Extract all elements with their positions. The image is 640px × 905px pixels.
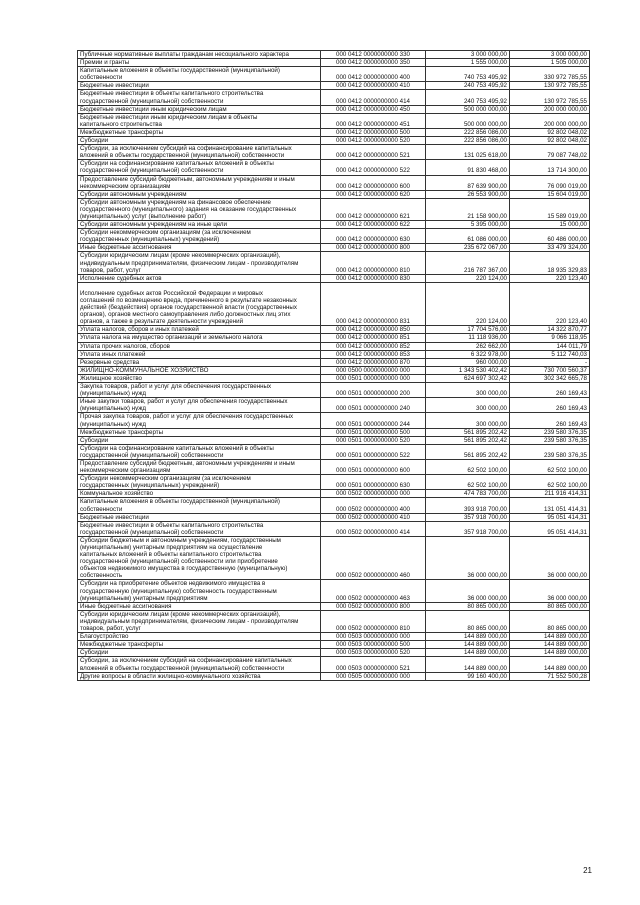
- row-code-cell: 000 0412 0000000000 400: [321, 67, 426, 82]
- row-plan-value-cell: 61 086 000,00: [426, 229, 510, 244]
- row-code-cell: 000 0503 0000000000 520: [321, 649, 426, 657]
- row-plan-value-cell: 240 753 495,92: [426, 82, 510, 90]
- row-actual-value-cell: 15 000,00: [510, 221, 590, 229]
- row-actual-value-cell: 14 322 870,77: [510, 326, 590, 334]
- row-name-cell: Иные закупки товаров, работ и услуг для обеспечения государственных (муниципальных) нужд: [78, 398, 321, 413]
- row-actual-value-cell: 200 000 000,00: [510, 113, 590, 128]
- row-actual-value-cell: 13 714 300,00: [510, 160, 590, 175]
- row-code-cell: 000 0412 0000000000 630: [321, 229, 426, 244]
- row-name-cell: Премии и гранты: [78, 59, 321, 67]
- row-plan-value-cell: 80 865 000,00: [426, 602, 510, 610]
- table-row: [78, 536, 590, 580]
- table-row: [78, 475, 590, 490]
- row-actual-value-cell: 730 700 560,37: [510, 366, 590, 374]
- row-plan-value-cell: 262 662,00: [426, 342, 510, 350]
- table-row: [78, 521, 590, 536]
- table-row: [78, 358, 590, 366]
- row-name-cell: Бюджетные инвестиции в объекты капитального строительства государственной (муниципальной) собственности: [78, 521, 321, 536]
- table-row: [78, 244, 590, 252]
- row-actual-value-cell: 260 169,43: [510, 413, 590, 428]
- row-plan-value-cell: 300 000,00: [426, 413, 510, 428]
- row-actual-value-cell: 239 580 376,35: [510, 436, 590, 444]
- row-actual-value-cell: 76 090 019,00: [510, 175, 590, 190]
- row-actual-value-cell: 131 051 414,31: [510, 498, 590, 513]
- row-code-cell: 000 0412 0000000000 500: [321, 128, 426, 136]
- row-plan-value-cell: 36 000 000,00: [426, 536, 510, 580]
- row-actual-value-cell: -: [510, 358, 590, 366]
- row-plan-value-cell: 222 856 086,00: [426, 128, 510, 136]
- table-row: [78, 633, 590, 641]
- row-code-cell: 000 0412 0000000000 451: [321, 113, 426, 128]
- row-name-cell: Субсидии юридическим лицам (кроме некоммерческих организаций), индивидуальным предпринимателям, физическим лицам - производителям товаров, работ, услуг: [78, 252, 321, 274]
- row-actual-value-cell: 5 112 740,03: [510, 350, 590, 358]
- row-plan-value-cell: 6 322 978,00: [426, 350, 510, 358]
- table-row: [78, 649, 590, 657]
- row-actual-value-cell: 71 552 500,28: [510, 672, 590, 680]
- table-row: [78, 383, 590, 398]
- row-code-cell: 000 0501 0000000000 630: [321, 475, 426, 490]
- row-plan-value-cell: 960 000,00: [426, 358, 510, 366]
- table-row: [78, 602, 590, 610]
- row-code-cell: 000 0412 0000000000 831: [321, 282, 426, 326]
- table-row: [78, 221, 590, 229]
- row-code-cell: 000 0412 0000000000 410: [321, 82, 426, 90]
- row-plan-value-cell: 1 555 000,00: [426, 59, 510, 67]
- row-name-cell: Предоставление субсидий бюджетным, автономным учреждениям и иным некоммерческим организациям: [78, 459, 321, 474]
- row-name-cell: Жилищное хозяйство: [78, 374, 321, 382]
- row-actual-value-cell: 239 580 376,35: [510, 428, 590, 436]
- row-code-cell: 000 0501 0000000000 522: [321, 444, 426, 459]
- row-name-cell: Уплата налога на имущество организаций и земельного налога: [78, 334, 321, 342]
- row-name-cell: Субсидии автономным учреждениям на финансовое обеспечение государственного (муниципального) задания на оказание государственных (муниципальных) услуг (выполнение работ): [78, 198, 321, 220]
- table-row: [78, 128, 590, 136]
- row-code-cell: 000 0412 0000000000 350: [321, 59, 426, 67]
- row-code-cell: 000 0500 0000000000 000: [321, 366, 426, 374]
- row-name-cell: Исполнение судебных актов Российской Федерации и мировых соглашений по возмещению вреда, причиненного в результате незаконных действий (бездействия) органов государственной власти (государственных органов), органов местного самоуправления либо должностных лиц этих органов, а также в результате деятельности учреждений: [78, 282, 321, 326]
- row-name-cell: Коммунальное хозяйство: [78, 490, 321, 498]
- row-plan-value-cell: 500 000 000,00: [426, 113, 510, 128]
- row-actual-value-cell: 79 087 748,02: [510, 145, 590, 160]
- row-code-cell: 000 0502 0000000000 000: [321, 490, 426, 498]
- row-name-cell: Субсидии: [78, 137, 321, 145]
- table-row: [78, 641, 590, 649]
- row-code-cell: 000 0502 0000000000 414: [321, 521, 426, 536]
- row-name-cell: Уплата иных платежей: [78, 350, 321, 358]
- row-code-cell: 000 0412 0000000000 810: [321, 252, 426, 274]
- row-name-cell: Бюджетные инвестиции иным юридическим лицам в объекты капитального строительства: [78, 113, 321, 128]
- row-plan-value-cell: 21 158 900,00: [426, 198, 510, 220]
- row-plan-value-cell: 393 918 700,00: [426, 498, 510, 513]
- row-name-cell: Субсидии автономным учреждениям: [78, 190, 321, 198]
- row-plan-value-cell: 11 118 936,00: [426, 334, 510, 342]
- row-plan-value-cell: 1 343 530 402,42: [426, 366, 510, 374]
- row-name-cell: Межбюджетные трансферты: [78, 641, 321, 649]
- page-number: 21: [583, 866, 592, 875]
- row-plan-value-cell: 357 918 700,00: [426, 513, 510, 521]
- row-code-cell: 000 0505 0000000000 000: [321, 672, 426, 680]
- table-row: [78, 444, 590, 459]
- row-plan-value-cell: 91 830 468,00: [426, 160, 510, 175]
- row-code-cell: 000 0412 0000000000 520: [321, 137, 426, 145]
- row-code-cell: 000 0502 0000000000 410: [321, 513, 426, 521]
- table-row: [78, 229, 590, 244]
- table-row: [78, 198, 590, 220]
- table-row: [78, 137, 590, 145]
- table-row: [78, 498, 590, 513]
- row-plan-value-cell: 17 704 576,00: [426, 326, 510, 334]
- row-plan-value-cell: 3 000 000,00: [426, 51, 510, 59]
- row-actual-value-cell: 144 889 000,00: [510, 649, 590, 657]
- row-actual-value-cell: 62 502 100,00: [510, 475, 590, 490]
- row-name-cell: Закупка товаров, работ и услуг для обеспечения государственных (муниципальных) нужд: [78, 383, 321, 398]
- row-code-cell: 000 0502 0000000000 460: [321, 536, 426, 580]
- row-code-cell: 000 0412 0000000000 521: [321, 145, 426, 160]
- row-code-cell: 000 0503 0000000000 500: [321, 641, 426, 649]
- row-name-cell: Бюджетные инвестиции: [78, 82, 321, 90]
- row-name-cell: Другие вопросы в области жилищно-коммунального хозяйства: [78, 672, 321, 680]
- row-name-cell: Прочая закупка товаров, работ и услуг для обеспечения государственных (муниципальных) нужд: [78, 413, 321, 428]
- row-name-cell: Субсидии: [78, 649, 321, 657]
- row-code-cell: 000 0412 0000000000 852: [321, 342, 426, 350]
- row-name-cell: Субсидии, за исключением субсидий на софинансирование капитальных вложений в объекты государственной (муниципальной) собственности: [78, 657, 321, 672]
- table-row: [78, 428, 590, 436]
- row-code-cell: 000 0412 0000000000 330: [321, 51, 426, 59]
- row-actual-value-cell: 80 865 000,00: [510, 602, 590, 610]
- row-code-cell: 000 0501 0000000000 200: [321, 383, 426, 398]
- row-code-cell: 000 0412 0000000000 850: [321, 326, 426, 334]
- row-actual-value-cell: 144 889 000,00: [510, 641, 590, 649]
- row-plan-value-cell: 240 753 495,92: [426, 90, 510, 105]
- row-plan-value-cell: 300 000,00: [426, 383, 510, 398]
- table-row: [78, 326, 590, 334]
- row-actual-value-cell: 36 000 000,00: [510, 536, 590, 580]
- row-code-cell: 000 0501 0000000000 500: [321, 428, 426, 436]
- row-plan-value-cell: 5 395 000,00: [426, 221, 510, 229]
- table-row: [78, 82, 590, 90]
- row-actual-value-cell: 9 066 118,95: [510, 334, 590, 342]
- table-row: [78, 672, 590, 680]
- row-plan-value-cell: 62 502 100,00: [426, 475, 510, 490]
- table-row: [78, 513, 590, 521]
- row-actual-value-cell: 92 802 048,02: [510, 128, 590, 136]
- row-actual-value-cell: 260 169,43: [510, 398, 590, 413]
- row-plan-value-cell: 62 502 100,00: [426, 459, 510, 474]
- row-actual-value-cell: 260 169,43: [510, 383, 590, 398]
- row-code-cell: 000 0503 0000000000 521: [321, 657, 426, 672]
- row-name-cell: Резервные средства: [78, 358, 321, 366]
- row-actual-value-cell: 211 916 414,31: [510, 490, 590, 498]
- row-plan-value-cell: 216 787 367,00: [426, 252, 510, 274]
- table-row: [78, 398, 590, 413]
- row-plan-value-cell: 235 672 067,00: [426, 244, 510, 252]
- row-actual-value-cell: 144 889 000,00: [510, 633, 590, 641]
- row-name-cell: Капитальные вложения в объекты государственной (муниципальной) собственности: [78, 498, 321, 513]
- row-name-cell: Субсидии на приобретение объектов недвижимого имущества в государственную (муниципальную) собственность государственным (муниципальным) унитарным предприятиям: [78, 580, 321, 602]
- row-name-cell: Субсидии на софинансирование капитальных вложений в объекты государственной (муниципальной) собственности: [78, 160, 321, 175]
- row-actual-value-cell: 239 580 376,35: [510, 444, 590, 459]
- row-code-cell: 000 0412 0000000000 414: [321, 90, 426, 105]
- row-actual-value-cell: 15 589 019,00: [510, 198, 590, 220]
- row-code-cell: 000 0502 0000000000 463: [321, 580, 426, 602]
- row-plan-value-cell: 144 889 000,00: [426, 641, 510, 649]
- row-code-cell: 000 0501 0000000000 600: [321, 459, 426, 474]
- row-actual-value-cell: 330 972 785,55: [510, 67, 590, 82]
- row-code-cell: 000 0412 0000000000 600: [321, 175, 426, 190]
- row-actual-value-cell: 130 972 785,55: [510, 82, 590, 90]
- row-actual-value-cell: 92 802 048,02: [510, 137, 590, 145]
- row-plan-value-cell: 144 889 000,00: [426, 649, 510, 657]
- row-code-cell: 000 0501 0000000000 000: [321, 374, 426, 382]
- row-name-cell: Субсидии, за исключением субсидий на софинансирование капитальных вложений в объекты государственной (муниципальной) собственности: [78, 145, 321, 160]
- row-plan-value-cell: 99 160 400,00: [426, 672, 510, 680]
- budget-table-body: [78, 51, 590, 681]
- table-row: [78, 334, 590, 342]
- table-row: [78, 160, 590, 175]
- row-actual-value-cell: 220 123,40: [510, 274, 590, 282]
- row-code-cell: 000 0412 0000000000 853: [321, 350, 426, 358]
- row-name-cell: Межбюджетные трансферты: [78, 428, 321, 436]
- row-name-cell: Исполнение судебных актов: [78, 274, 321, 282]
- row-name-cell: Субсидии некоммерческим организациям (за исключением государственных (муниципальных) учреждений): [78, 475, 321, 490]
- row-actual-value-cell: 36 000 000,00: [510, 580, 590, 602]
- row-plan-value-cell: 80 865 000,00: [426, 610, 510, 632]
- row-name-cell: Благоустройство: [78, 633, 321, 641]
- row-name-cell: Бюджетные инвестиции: [78, 513, 321, 521]
- row-name-cell: Уплата налогов, сборов и иных платежей: [78, 326, 321, 334]
- row-code-cell: 000 0412 0000000000 621: [321, 198, 426, 220]
- row-plan-value-cell: 300 000,00: [426, 398, 510, 413]
- table-row: [78, 90, 590, 105]
- table-row: [78, 175, 590, 190]
- row-actual-value-cell: 200 000 000,00: [510, 105, 590, 113]
- row-plan-value-cell: 220 124,00: [426, 282, 510, 326]
- table-row: [78, 490, 590, 498]
- row-plan-value-cell: 357 918 700,00: [426, 521, 510, 536]
- row-name-cell: Уплата прочих налогов, сборов: [78, 342, 321, 350]
- table-row: [78, 105, 590, 113]
- table-row: [78, 350, 590, 358]
- table-row: [78, 459, 590, 474]
- table-row: [78, 252, 590, 274]
- row-code-cell: 000 0412 0000000000 522: [321, 160, 426, 175]
- row-name-cell: Субсидии бюджетным и автономным учреждениям, государственным (муниципальным) унитарным предприятиям на осуществление капитальных вложений в объекты капитального строительства государственной (муниципальной) собственности или приобретение объектов недвижимого имущества в государственную (муниципальную) собственность: [78, 536, 321, 580]
- table-row: [78, 274, 590, 282]
- row-name-cell: ЖИЛИЩНО-КОММУНАЛЬНОЕ ХОЗЯЙСТВО: [78, 366, 321, 374]
- row-name-cell: Иные бюджетные ассигнования: [78, 602, 321, 610]
- row-name-cell: Публичные нормативные выплаты гражданам несоциального характера: [78, 51, 321, 59]
- row-code-cell: 000 0412 0000000000 800: [321, 244, 426, 252]
- row-actual-value-cell: 62 502 100,00: [510, 459, 590, 474]
- row-plan-value-cell: 561 895 202,42: [426, 436, 510, 444]
- budget-table: [77, 50, 590, 681]
- row-plan-value-cell: 144 889 000,00: [426, 657, 510, 672]
- table-row: [78, 413, 590, 428]
- row-actual-value-cell: 1 505 000,00: [510, 59, 590, 67]
- row-name-cell: Субсидии: [78, 436, 321, 444]
- table-row: [78, 374, 590, 382]
- table-row: [78, 366, 590, 374]
- row-actual-value-cell: 80 865 000,00: [510, 610, 590, 632]
- row-plan-value-cell: 624 697 302,42: [426, 374, 510, 382]
- row-code-cell: 000 0503 0000000000 000: [321, 633, 426, 641]
- table-row: [78, 190, 590, 198]
- table-row: [78, 580, 590, 602]
- table-row: [78, 145, 590, 160]
- row-actual-value-cell: 3 000 000,00: [510, 51, 590, 59]
- row-actual-value-cell: 15 604 019,00: [510, 190, 590, 198]
- row-name-cell: Субсидии некоммерческим организациям (за исключением государственных (муниципальных) учреждений): [78, 229, 321, 244]
- row-plan-value-cell: 561 895 202,42: [426, 444, 510, 459]
- table-row: [78, 51, 590, 59]
- row-plan-value-cell: 131 025 618,00: [426, 145, 510, 160]
- row-actual-value-cell: 60 486 000,00: [510, 229, 590, 244]
- row-code-cell: 000 0501 0000000000 520: [321, 436, 426, 444]
- row-plan-value-cell: 220 124,00: [426, 274, 510, 282]
- row-code-cell: 000 0502 0000000000 800: [321, 602, 426, 610]
- row-code-cell: 000 0502 0000000000 810: [321, 610, 426, 632]
- row-actual-value-cell: 220 123,40: [510, 282, 590, 326]
- row-name-cell: Межбюджетные трансферты: [78, 128, 321, 136]
- row-name-cell: Бюджетные инвестиции в объекты капитального строительства государственной (муниципальной) собственности: [78, 90, 321, 105]
- table-row: [78, 282, 590, 326]
- row-name-cell: Капитальные вложения в объекты государственной (муниципальной) собственности: [78, 67, 321, 82]
- row-code-cell: 000 0501 0000000000 244: [321, 413, 426, 428]
- row-plan-value-cell: 740 753 495,92: [426, 67, 510, 82]
- row-plan-value-cell: 144 889 000,00: [426, 633, 510, 641]
- row-actual-value-cell: 95 051 414,31: [510, 521, 590, 536]
- row-plan-value-cell: 36 000 000,00: [426, 580, 510, 602]
- row-actual-value-cell: 144 011,79: [510, 342, 590, 350]
- row-actual-value-cell: 95 051 414,31: [510, 513, 590, 521]
- row-code-cell: 000 0412 0000000000 622: [321, 221, 426, 229]
- row-actual-value-cell: 130 972 785,55: [510, 90, 590, 105]
- row-code-cell: 000 0501 0000000000 240: [321, 398, 426, 413]
- table-row: [78, 67, 590, 82]
- table-row: [78, 657, 590, 672]
- row-name-cell: Бюджетные инвестиции иным юридическим лицам: [78, 105, 321, 113]
- table-row: [78, 59, 590, 67]
- row-code-cell: 000 0412 0000000000 851: [321, 334, 426, 342]
- row-code-cell: 000 0502 0000000000 400: [321, 498, 426, 513]
- row-plan-value-cell: 474 783 700,00: [426, 490, 510, 498]
- row-code-cell: 000 0412 0000000000 870: [321, 358, 426, 366]
- row-plan-value-cell: 87 639 900,00: [426, 175, 510, 190]
- row-code-cell: 000 0412 0000000000 450: [321, 105, 426, 113]
- row-plan-value-cell: 500 000 000,00: [426, 105, 510, 113]
- row-name-cell: Иные бюджетные ассигнования: [78, 244, 321, 252]
- row-name-cell: Субсидии автономным учреждениям на иные цели: [78, 221, 321, 229]
- row-code-cell: 000 0412 0000000000 620: [321, 190, 426, 198]
- row-actual-value-cell: 302 342 665,78: [510, 374, 590, 382]
- row-actual-value-cell: 144 889 000,00: [510, 657, 590, 672]
- row-actual-value-cell: 33 479 324,00: [510, 244, 590, 252]
- row-name-cell: Субсидии на софинансирование капитальных вложений в объекты государственной (муниципальной) собственности: [78, 444, 321, 459]
- row-name-cell: Субсидии юридическим лицам (кроме некоммерческих организаций), индивидуальным предпринимателям, физическим лицам - производителям товаров, работ, услуг: [78, 610, 321, 632]
- row-plan-value-cell: 561 895 202,42: [426, 428, 510, 436]
- row-actual-value-cell: 18 935 329,83: [510, 252, 590, 274]
- row-code-cell: 000 0412 0000000000 830: [321, 274, 426, 282]
- row-plan-value-cell: 26 553 900,00: [426, 190, 510, 198]
- table-row: [78, 342, 590, 350]
- row-plan-value-cell: 222 856 086,00: [426, 137, 510, 145]
- table-row: [78, 610, 590, 632]
- row-name-cell: Предоставление субсидий бюджетным, автономным учреждениям и иным некоммерческим организациям: [78, 175, 321, 190]
- table-row: [78, 436, 590, 444]
- table-row: [78, 113, 590, 128]
